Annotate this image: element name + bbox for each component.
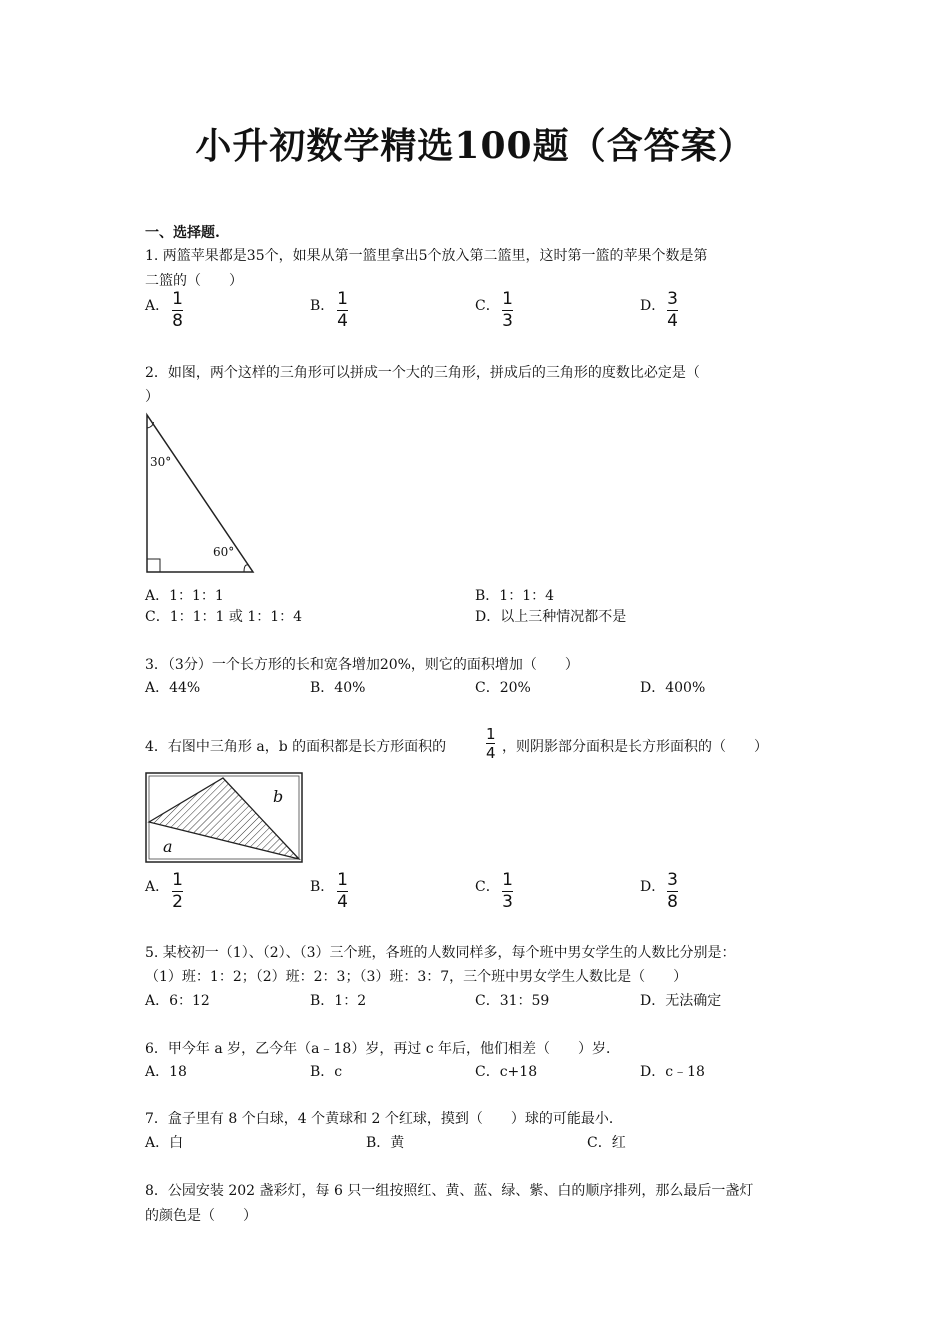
label-b: b bbox=[273, 787, 284, 806]
q3-option-c: C．20% bbox=[475, 680, 531, 696]
question-4-line-1-pre: 4．右图中三角形 a，b 的面积都是长方形面积的 bbox=[145, 739, 447, 755]
numerator: 3 bbox=[667, 289, 678, 309]
q4-option-a-label: A． bbox=[145, 879, 170, 895]
q4-option-b-fraction bbox=[337, 871, 348, 912]
angle-60-label: 60° bbox=[213, 545, 235, 559]
question-8-line-2: 的颜色是（ ） bbox=[145, 1208, 257, 1224]
right-triangle-figure bbox=[140, 410, 265, 580]
numerator: 1 bbox=[337, 289, 348, 309]
q2-option-a: A．1：1：1 bbox=[145, 588, 224, 604]
rectangle-triangles-figure bbox=[143, 770, 308, 866]
denominator: 4 bbox=[337, 892, 348, 912]
numerator: 1 bbox=[337, 870, 348, 890]
question-5-line-2: （1）班：1：2；（2）班：2：3；（3）班：3：7，三个班中男女学生人数比是（ ） bbox=[145, 969, 688, 985]
numerator: 1 bbox=[172, 289, 183, 309]
q1-option-b-fraction bbox=[337, 290, 348, 331]
numerator: 1 bbox=[502, 870, 513, 890]
q2-option-b: B．1：1：4 bbox=[475, 588, 555, 604]
numerator: 1 bbox=[486, 725, 496, 743]
question-2-line-1: 2．如图，两个这样的三角形可以拼成一个大的三角形，拼成后的三角形的度数比必定是（ bbox=[145, 365, 700, 381]
question-8-line-1: 8．公园安装 202 盏彩灯，每 6 只一组按照红、黄、蓝、绿、紫、白的顺序排列，那么最后一盏灯 bbox=[145, 1183, 754, 1199]
q1-option-b-label: B． bbox=[310, 298, 335, 314]
q7-option-a: A．白 bbox=[145, 1135, 184, 1151]
q3-option-d: D．400% bbox=[640, 680, 706, 696]
q5-option-d: D．无法确定 bbox=[640, 993, 722, 1009]
q4-option-a-fraction bbox=[172, 871, 183, 912]
q1-option-a-fraction bbox=[172, 290, 183, 331]
q1-option-c-label: C． bbox=[475, 298, 500, 314]
numerator: 3 bbox=[667, 870, 678, 890]
denominator: 3 bbox=[502, 892, 513, 912]
q4-option-c-fraction bbox=[502, 871, 513, 912]
question-4-line-1-post: ，则阴影部分面积是长方形面积的（ ） bbox=[502, 739, 768, 755]
q4-option-d-label: D． bbox=[640, 879, 666, 895]
numerator: 1 bbox=[172, 870, 183, 890]
q1-option-c-fraction bbox=[502, 290, 513, 331]
q4-option-d-fraction bbox=[667, 871, 678, 912]
q6-option-d: D．c﹣18 bbox=[640, 1064, 705, 1080]
q4-inline-fraction bbox=[486, 726, 496, 761]
section-heading: 一、选择题. bbox=[145, 225, 220, 241]
q7-option-c: C．红 bbox=[587, 1135, 626, 1151]
q3-option-b: B．40% bbox=[310, 680, 366, 696]
q1-option-a-label: A． bbox=[145, 298, 170, 314]
question-1-line-2: 二篮的（ ） bbox=[145, 273, 243, 289]
denominator: 3 bbox=[502, 311, 513, 331]
q5-option-c: C．31：59 bbox=[475, 993, 550, 1009]
denominator: 2 bbox=[172, 892, 183, 912]
label-a: a bbox=[163, 837, 173, 856]
denominator: 4 bbox=[337, 311, 348, 331]
q6-option-c: C．c+18 bbox=[475, 1064, 538, 1080]
q5-option-b: B．1：2 bbox=[310, 993, 367, 1009]
q2-option-c: C．1：1：1 或 1：1：4 bbox=[145, 609, 303, 625]
question-6-line-1: 6．甲今年 a 岁，乙今年（a﹣18）岁，再过 c 年后，他们相差（ ）岁． bbox=[145, 1041, 621, 1057]
angle-30-label: 30° bbox=[150, 455, 172, 469]
denominator: 4 bbox=[486, 744, 496, 762]
q7-option-b: B．黄 bbox=[366, 1135, 405, 1151]
q2-option-d: D．以上三种情况都不是 bbox=[475, 609, 627, 625]
denominator: 8 bbox=[667, 892, 678, 912]
question-2-line-2: ） bbox=[145, 389, 159, 405]
document-title: 小升初数学精选100题（含答案） bbox=[195, 125, 755, 167]
q3-option-a: A．44% bbox=[145, 680, 201, 696]
question-3-line-1: 3．（3分）一个长方形的长和宽各增加20%，则它的面积增加（ ） bbox=[145, 657, 579, 673]
q4-option-b-label: B． bbox=[310, 879, 335, 895]
q1-option-d-fraction bbox=[667, 290, 678, 331]
q1-option-d-label: D． bbox=[640, 298, 666, 314]
q4-option-c-label: C． bbox=[475, 879, 500, 895]
denominator: 8 bbox=[172, 311, 183, 331]
numerator: 1 bbox=[502, 289, 513, 309]
question-7-line-1: 7．盒子里有 8 个白球，4 个黄球和 2 个红球，摸到（ ）球的可能最小． bbox=[145, 1111, 623, 1127]
q6-option-a: A．18 bbox=[145, 1064, 187, 1080]
question-1-line-1: 1. 两篮苹果都是35个，如果从第一篮里拿出5个放入第二篮里，这时第一篮的苹果个数是第 bbox=[145, 248, 708, 264]
q5-option-a: A．6：12 bbox=[145, 993, 210, 1009]
question-5-line-1: 5. 某校初一（1）、（2）、（3）三个班，各班的人数同样多，每个班中男女学生的人数比分别是： bbox=[145, 945, 736, 961]
q6-option-b: B．c bbox=[310, 1064, 343, 1080]
denominator: 4 bbox=[667, 311, 678, 331]
